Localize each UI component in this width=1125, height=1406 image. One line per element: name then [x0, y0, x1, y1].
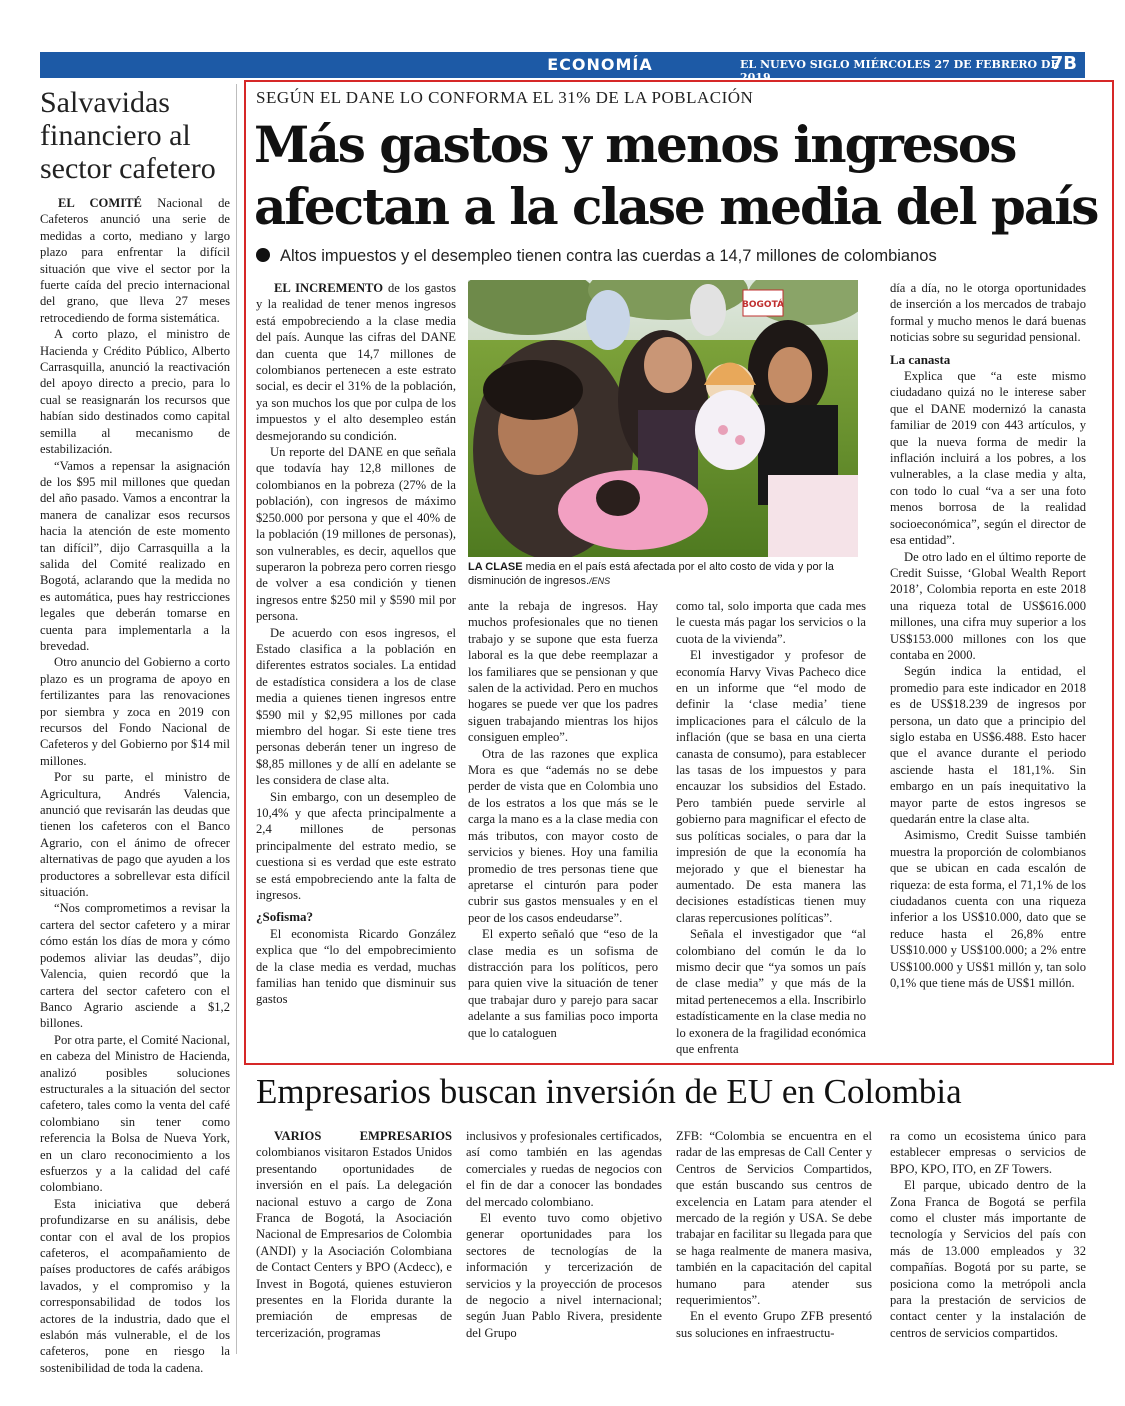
secondary-lead: VARIOS EMPRESARIOS — [274, 1129, 452, 1143]
bullet-icon — [256, 248, 270, 262]
feature-paragraph: Un reporte del DANE en que señala que todavía hay 12,8 millones de colombianos en la pobreza (27% de la población), con ingresos de máximo $250.000 por persona y que el 40% de la población (19 millones de personas), son vulnerables, es decir, aquellos que superaron la pobreza pero corren riesgo de volver a esa condición y tienen ingresos entre $250 mil y $590 mil por persona. — [256, 445, 456, 624]
feature-paragraph: El experto señaló que “eso de la clase media es un sofisma de distracción para los políticos, pero para quien vive la situación de tener que trabajar duro y parejo para sacar adelante a sus familias poco importa que lo cataloguen — [468, 927, 658, 1040]
sidebar-story — [40, 86, 230, 1376]
feature-column-3 — [676, 598, 866, 1057]
feature-story — [244, 80, 1114, 1065]
secondary-column-3 — [676, 1128, 872, 1341]
masthead-dateline: EL NUEVO SIGLO MIÉRCOLES 27 DE FEBRERO DE 2019 — [740, 58, 1059, 84]
caption-text: media en el país está afectada por el alto costo de vida y por la disminución de ingresos. — [468, 561, 834, 587]
feature-lead: EL INCREMENTO — [274, 281, 384, 295]
photo-credit: /ENS — [589, 576, 611, 586]
photo-sign: BOGOTÁ — [742, 300, 784, 310]
feature-paragraph: día a día, no le otorga oportunidades de inserción a los mercados de trabajo formal y mucho menos le dará buenas noticias sobre su seguridad pensional. — [890, 281, 1086, 345]
feature-subhead: La canasta — [890, 351, 951, 367]
caption-lead: LA CLASE — [468, 561, 523, 573]
feature-paragraph: Otra de las razones que explica Mora es que “además no se debe perder de vista que en Colombia uno de los estratos a los que más se le carga la mano es a la clase media con más tributos, con mayor costo de servicios y bienes. Hoy una familia promedio de tres personas tiene que apretarse el cinturón para poder cubrir sus gastos mensuales y en el peor de los casos endeudarse”. — [468, 746, 658, 925]
feature-paragraph: El economista Ricardo González explica que “lo del empobrecimiento de la clase media es verdad, muchas familias han tenido que disminuir sus gastos — [256, 926, 456, 1007]
page-number: 7B — [1050, 53, 1077, 74]
feature-paragraph: Sin embargo, con un desempleo de 10,4% y que afecta principalmente a 2,4 millones de personas principalmente del estrato medio, se cuestiona si es verdad que este estrato se está empobreciendo ante la falta de ingresos. — [256, 789, 456, 903]
feature-column-4 — [890, 280, 1086, 991]
sidebar-paragraph: “Nos comprometimos a revisar la cartera del sector cafetero y a mirar cómo están los días de mora y cómo podemos aliviar las deudas”, dijo Valencia, quien recordó que la cartera del sector cafetero con el Banco Agrario asciende a $1,2 billones. — [40, 901, 230, 1031]
photo-caption — [468, 560, 858, 588]
feature-paragraph: Asimismo, Credit Suisse también muestra la proporción de colombianos que se ubican en cada escalón de riqueza: de esta forma, el 71,1% de los ciudadanos cuenta con una riqueza inferior a los US$10.000, dato que se reduce hasta el 26,8% entre US$10.000 y US$100.000; a 2% entre US$100.000 y US$1 millón y, tan solo 0,1% que tiene más de US$1 millón. — [890, 828, 1086, 991]
feature-column-1 — [256, 280, 456, 1008]
sidebar-paragraph: Por su parte, el ministro de Agricultura, Andrés Valencia, anunció que revisarán las deudas que tienen los cafeteros con el Banco Agrario, con el ánimo de ofrecer alternativas de pago que ayuden a los productores a sobrellevar esta difícil situación. — [40, 770, 230, 900]
feature-paragraph: Explica que “a este mismo ciudadano quizá no le interese saber que el DANE modernizó la canasta familiar de 2019 con 443 artículos, y que la nueva forma de medir la inflación incluirá a los pobres, a los vulnerables, a la clase media y alta, con todo lo cual “va a ser una foto menos borrosa de la realidad socioeconómica”, según el director de esa entidad”. — [890, 369, 1086, 548]
sidebar-paragraph: Esta iniciativa que deberá profundizarse en su análisis, debe contar con el aval de los propios cafeteros, el acompañamiento de países productores de cafés arábigos lavados, y el compromiso y la corresponsabilidad de todos los actores de la industria, dado que el eslabón más vulnerable, el de los cafeteros, pone en riesgo la sostenibilidad de toda la cadena. — [40, 1196, 230, 1375]
secondary-paragraph: ZFB: “Colombia se encuentra en el radar de las empresas de Call Center y Centros de Servicios Compartidos, que están buscando sus centros de excelencia en Latam para atender el mercado de la región y USA. Se debe trabajar en facilitar su llegada para que se haga realmente de manera masiva, también en la capacitación del capital humano para atender sus requerimientos”. — [676, 1129, 872, 1308]
secondary-paragraph: En el evento Grupo ZFB presentó sus soluciones en infraestructu- — [676, 1309, 872, 1340]
sidebar-paragraph: Otro anuncio del Gobierno a corto plazo es un programa de apoyo en fertilizantes para las renovaciones por siembra y zoca en 2019 con recursos del Fondo Nacional de Cafeteros y del Gobierno por $14 mil millones. — [40, 655, 230, 768]
sidebar-paragraph: “Vamos a repensar la asignación de los $95 mil millones que quedan del año pasado. Vamos a encontrar la manera de canalizar esos recursos hacia la atención de este momento tan difícil”, dijo Carrasquilla a la salida del Comité realizado en Bogotá, aclarando que la medida no es automática, pues hay restricciones legales que deberán tomarse en cuenta para implementarla a la brevedad. — [40, 458, 230, 653]
secondary-paragraph: inclusivos y profesionales certificados, así como también en las agendas comerciales y ruedas de negocios con el fin de dar a conocer las bondades del mercado colombiano. — [466, 1129, 662, 1209]
feature-headline: Más gastos y menos ingresos afectan a la clase media del país — [254, 115, 1098, 236]
section-name: ECONOMÍA — [547, 55, 653, 74]
secondary-paragraph: El evento tuvo como objetivo generar oportunidades para los sectores de tecnologías de la información y tercerización de servicios y la proyección de procesos de negocio a nivel internacional; según Juan Pablo Rivera, presidente del Grupo — [466, 1211, 662, 1340]
sidebar-lead: EL COMITÉ — [58, 196, 142, 210]
feature-column-2 — [468, 598, 658, 1041]
secondary-column-1 — [256, 1128, 452, 1341]
secondary-headline: Empresarios buscan inversión de EU en Colombia — [256, 1072, 962, 1111]
secondary-paragraph: El parque, ubicado dentro de la Zona Franca de Bogotá se perfila como el cluster más importante de tecnología y Servicios del país con más de 13.000 empleados y 32 compañías. Bogotá por su parte, se posiciona como la metrópoli ancla para la prestación de servicios de contact center y la instalación de centros de servicios compartidos. — [890, 1178, 1086, 1340]
feature-summary: Altos impuestos y el desempleo tienen contra las cuerdas a 14,7 millones de colombianos — [256, 247, 937, 266]
sidebar-paragraph: A corto plazo, el ministro de Hacienda y Crédito Público, Alberto Carrasquilla, anunció la reactivación del apoyo directo a precio, para lo cual se reasignarán los recursos que habían sido destinados como capital semilla al mecanismo de estabilización. — [40, 327, 230, 457]
sidebar-paragraph: EL COMITÉ Nacional de Cafeteros anunció una serie de medidas a corto, mediano y largo plazo para enfrentar la difícil situación que vive el sector por la fuerte caída del precio internacional del grano, que lleva 27 meses retrocediendo de forma sistemática. — [40, 196, 230, 325]
secondary-column-4 — [890, 1128, 1086, 1341]
secondary-paragraph: ra como un ecosistema único para establecer empresas o servicios de BPO, KPO, ITO, en ZF Towers. — [890, 1129, 1086, 1176]
feature-kicker: SEGÚN EL DANE LO CONFORMA EL 31% DE LA POBLACIÓN — [256, 88, 754, 107]
feature-paragraph: como tal, solo importa que cada mes le cuesta más pagar los servicios o la cuota de la vivienda”. — [676, 599, 866, 646]
secondary-column-2 — [466, 1128, 662, 1341]
feature-paragraph: Señala el investigador que “al colombiano del común le da lo mismo decir que “ya somos un país de clase media” y que más de la mitad pertenecemos a ella. Inscribirlo estadísticamente en la clase media no lo exonera de la fragilidad económica que enfrenta — [676, 927, 866, 1056]
feature-paragraph: De acuerdo con esos ingresos, el Estado clasifica a la población en diferentes estratos sociales. La entidad de estadística considera a los de clase media a quienes tienen ingresos entre $590 mil y $2,95 millones por cada miembro del hogar. Si este tiene tres personas deberán tener un ingreso de $8,85 millones y de allí en adelante se les considera de clase alta. — [256, 625, 456, 788]
sidebar-paragraph: Por otra parte, el Comité Nacional, en cabeza del Ministro de Hacienda, analizó posibles soluciones estructurales a la situación del sector cafetero, tales como la venta del café colombiano sin tener como referencia la Bolsa de Nueva York, en un claro reconocimiento a los esfuerzos y a la calidad del café colombiano. — [40, 1032, 230, 1195]
feature-paragraph: ante la rebaja de ingresos. Hay muchos profesionales que no tienen trabajo y se supone que esta fuerza laboral es la que debe reemplazar a los familiares que se pensionan y que salen de la actividad. Pero en muchos hogares se puede ver que los padres siguen trabajando mientras los hijos consiguen empleo”. — [468, 599, 658, 745]
feature-paragraph: EL INCREMENTO de los gastos y la realidad de tener menos ingresos está empobreciendo a la clase media del país. Aunque las cifras del DANE dan cuenta que 14,7 millones de colombianos pertenecen a este estrato social, es decir el 31% de la población, ya son muchos los que por culpa de los impuestos y el alto desempleo están desmejorando su condición. — [256, 281, 456, 443]
feature-paragraph: El investigador y profesor de economía Harvy Vivas Pacheco dice en un informe que “el modo de definir la ‘clase media’ tiene implicaciones para el cálculo de la inflación (que se basa en una cierta canasta de consumo), para establecer las tasas de los impuestos y para encauzar los subsidios del Estado. Pero también puede servirle al gobierno para magnificar el efecto de sus políticas sociales, o para dar la impresión de que la economía ha mejorado y que el bienestar ha aumentado. De esta manera las decisiones estadísticas tienen muy claras repercusiones políticas”. — [676, 648, 866, 925]
secondary-story — [244, 1072, 1114, 1362]
column-rule — [236, 84, 237, 1354]
secondary-paragraph: VARIOS EMPRESARIOS colombianos visitaron Estados Unidos presentando oportunidades de inversión en el país. La delegación nacional estuvo a cargo de Zona Franca de Bogotá, la Asociación Nacional de Empresarios de Colombia (ANDI) y la Asociación Colombiana de Contact Centers y BPO (Acdecc), e Invest in Bogotá, quienes estuvieron presentes en la Florida durante la premiación de empresas de tercerización, programas — [256, 1129, 452, 1340]
crowd-photo-image — [468, 280, 858, 557]
feature-photo — [468, 280, 858, 557]
feature-paragraph: Según indica la entidad, el promedio para este indicador en 2018 es de US$18.239 de ingresos por persona, un dato que a principio del siglo estaba en US$6.488. Esto hacer que el avance durante el periodo asciende hasta el 181,1%. Sin embargo en un país inequitativo la mayor parte de estos ingresos se quedarán entre la clase alta. — [890, 664, 1086, 826]
sidebar-headline: Salvavidas financiero al sector cafetero — [40, 86, 216, 185]
sidebar-body — [40, 195, 230, 1376]
feature-paragraph: De otro lado en el último reporte de Credit Suisse, ‘Global Wealth Report 2018’, Colombia reporta en este 2018 una riqueza total de US$616.000 millones, una cifra muy superior a los US$153.000 millones con los que contaba en 2000. — [890, 549, 1086, 662]
section-header-bar — [40, 52, 1085, 84]
feature-subhead: ¿Sofisma? — [256, 909, 314, 925]
